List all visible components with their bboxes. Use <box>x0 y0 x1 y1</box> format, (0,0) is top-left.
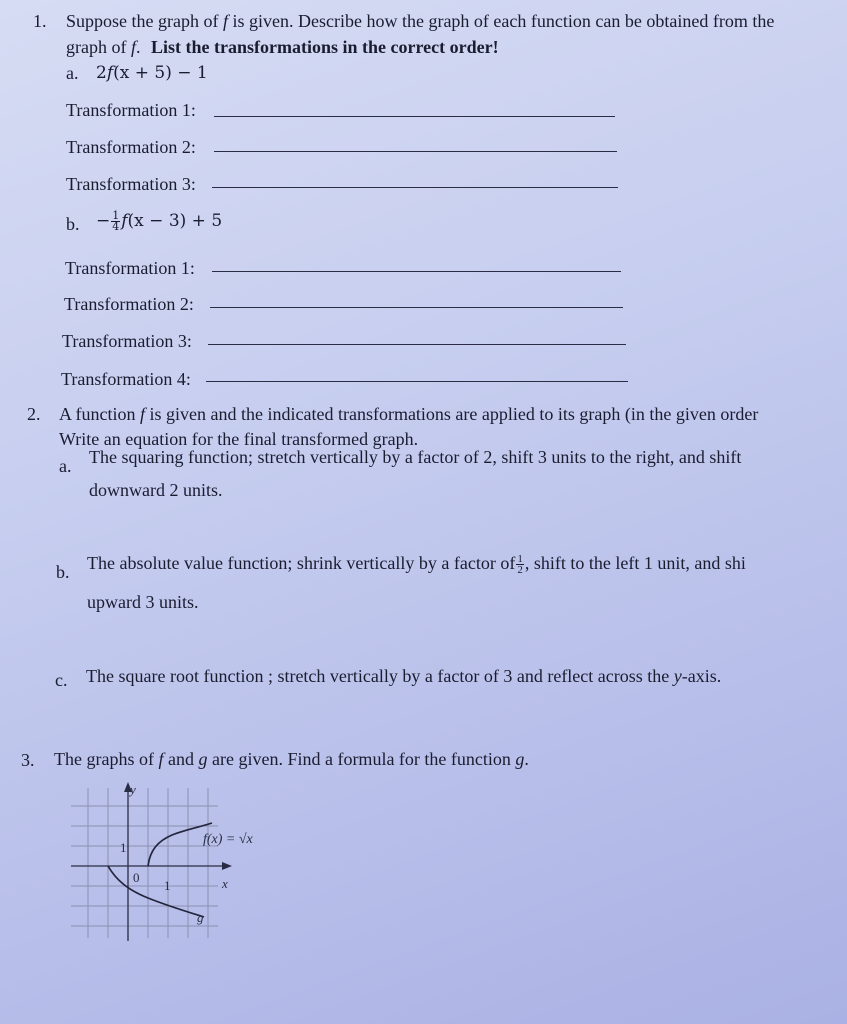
q2-text-line1: A function f is given and the indicated transformations are applied to its graph (in the given order <box>59 404 759 424</box>
q1-text-line2: graph of f. List the transformations in the correct order! <box>66 37 499 57</box>
q1-instruction: List the transformations in the correct order! <box>151 37 499 57</box>
q1a-label: a. <box>66 63 79 83</box>
graph-grid <box>71 788 218 938</box>
q2-number: 2. <box>27 404 41 424</box>
graph-tick-1-y: 1 <box>120 840 127 855</box>
q2a-label: a. <box>59 456 72 476</box>
x-axis-arrow <box>222 862 232 870</box>
q1a-answer-line-1[interactable] <box>214 116 615 117</box>
q3-text: The graphs of f and g are given. Find a formula for the function g. <box>54 749 529 769</box>
q2c-text: The square root function ; stretch vertically by a factor of 3 and reflect across the y-axis. <box>86 666 722 686</box>
q2b-line2: upward 3 units. <box>87 592 199 612</box>
q1b-answer-line-2[interactable] <box>210 307 623 308</box>
q1b-label: b. <box>66 214 80 234</box>
q1a-expression: 2f(x + 5) − 1 <box>96 63 208 83</box>
function-graph <box>66 776 306 946</box>
q1b-transformation-2: Transformation 2: <box>64 294 194 314</box>
graph-y-label: y <box>130 782 136 797</box>
q1b-answer-line-4[interactable] <box>206 381 628 382</box>
q1b-expression: − $\frac{1}{4}$ f(x − 3) + 5 <box>96 209 223 233</box>
q2a-line2: downward 2 units. <box>89 480 223 500</box>
q1a-answer-line-2[interactable] <box>214 151 617 152</box>
q1a-transformation-3: Transformation 3: <box>66 174 196 194</box>
q1b-transformation-4: Transformation 4: <box>61 369 191 389</box>
q1b-answer-line-3[interactable] <box>208 344 626 345</box>
q1a-transformation-2: Transformation 2: <box>66 137 196 157</box>
graph-f-label: f(x) = √x <box>203 832 253 847</box>
g-curve <box>108 866 204 917</box>
q2b-label: b. <box>56 562 70 582</box>
graph-tick-1-x: 1 <box>164 878 171 893</box>
q1b-transformation-1: Transformation 1: <box>65 258 195 278</box>
q2c-label: c. <box>55 670 68 690</box>
graph-g-label: g <box>197 910 204 925</box>
graph-tick-0: 0 <box>133 870 140 885</box>
q2b-line1: The absolute value function; shrink vertically by a factor of $\frac{1}{2}$ , shift to the left 1 unit, and shi <box>87 553 746 577</box>
q2-text-line2: Write an equation for the final transformed graph. <box>59 429 419 449</box>
q1b-answer-line-1[interactable] <box>212 271 621 272</box>
graph-x-label: x <box>222 876 228 891</box>
q1b-transformation-3: Transformation 3: <box>62 331 192 351</box>
q2a-line1: The squaring function; stretch vertically by a factor of 2, shift 3 units to the right, and shift <box>89 447 742 467</box>
q1-number: 1. <box>33 11 47 31</box>
q3-number: 3. <box>21 750 35 770</box>
q1-text-line1: Suppose the graph of f is given. Describe how the graph of each function can be obtained from the <box>66 11 775 31</box>
q1a-answer-line-3[interactable] <box>212 187 618 188</box>
q1a-transformation-1: Transformation 1: <box>66 100 196 120</box>
